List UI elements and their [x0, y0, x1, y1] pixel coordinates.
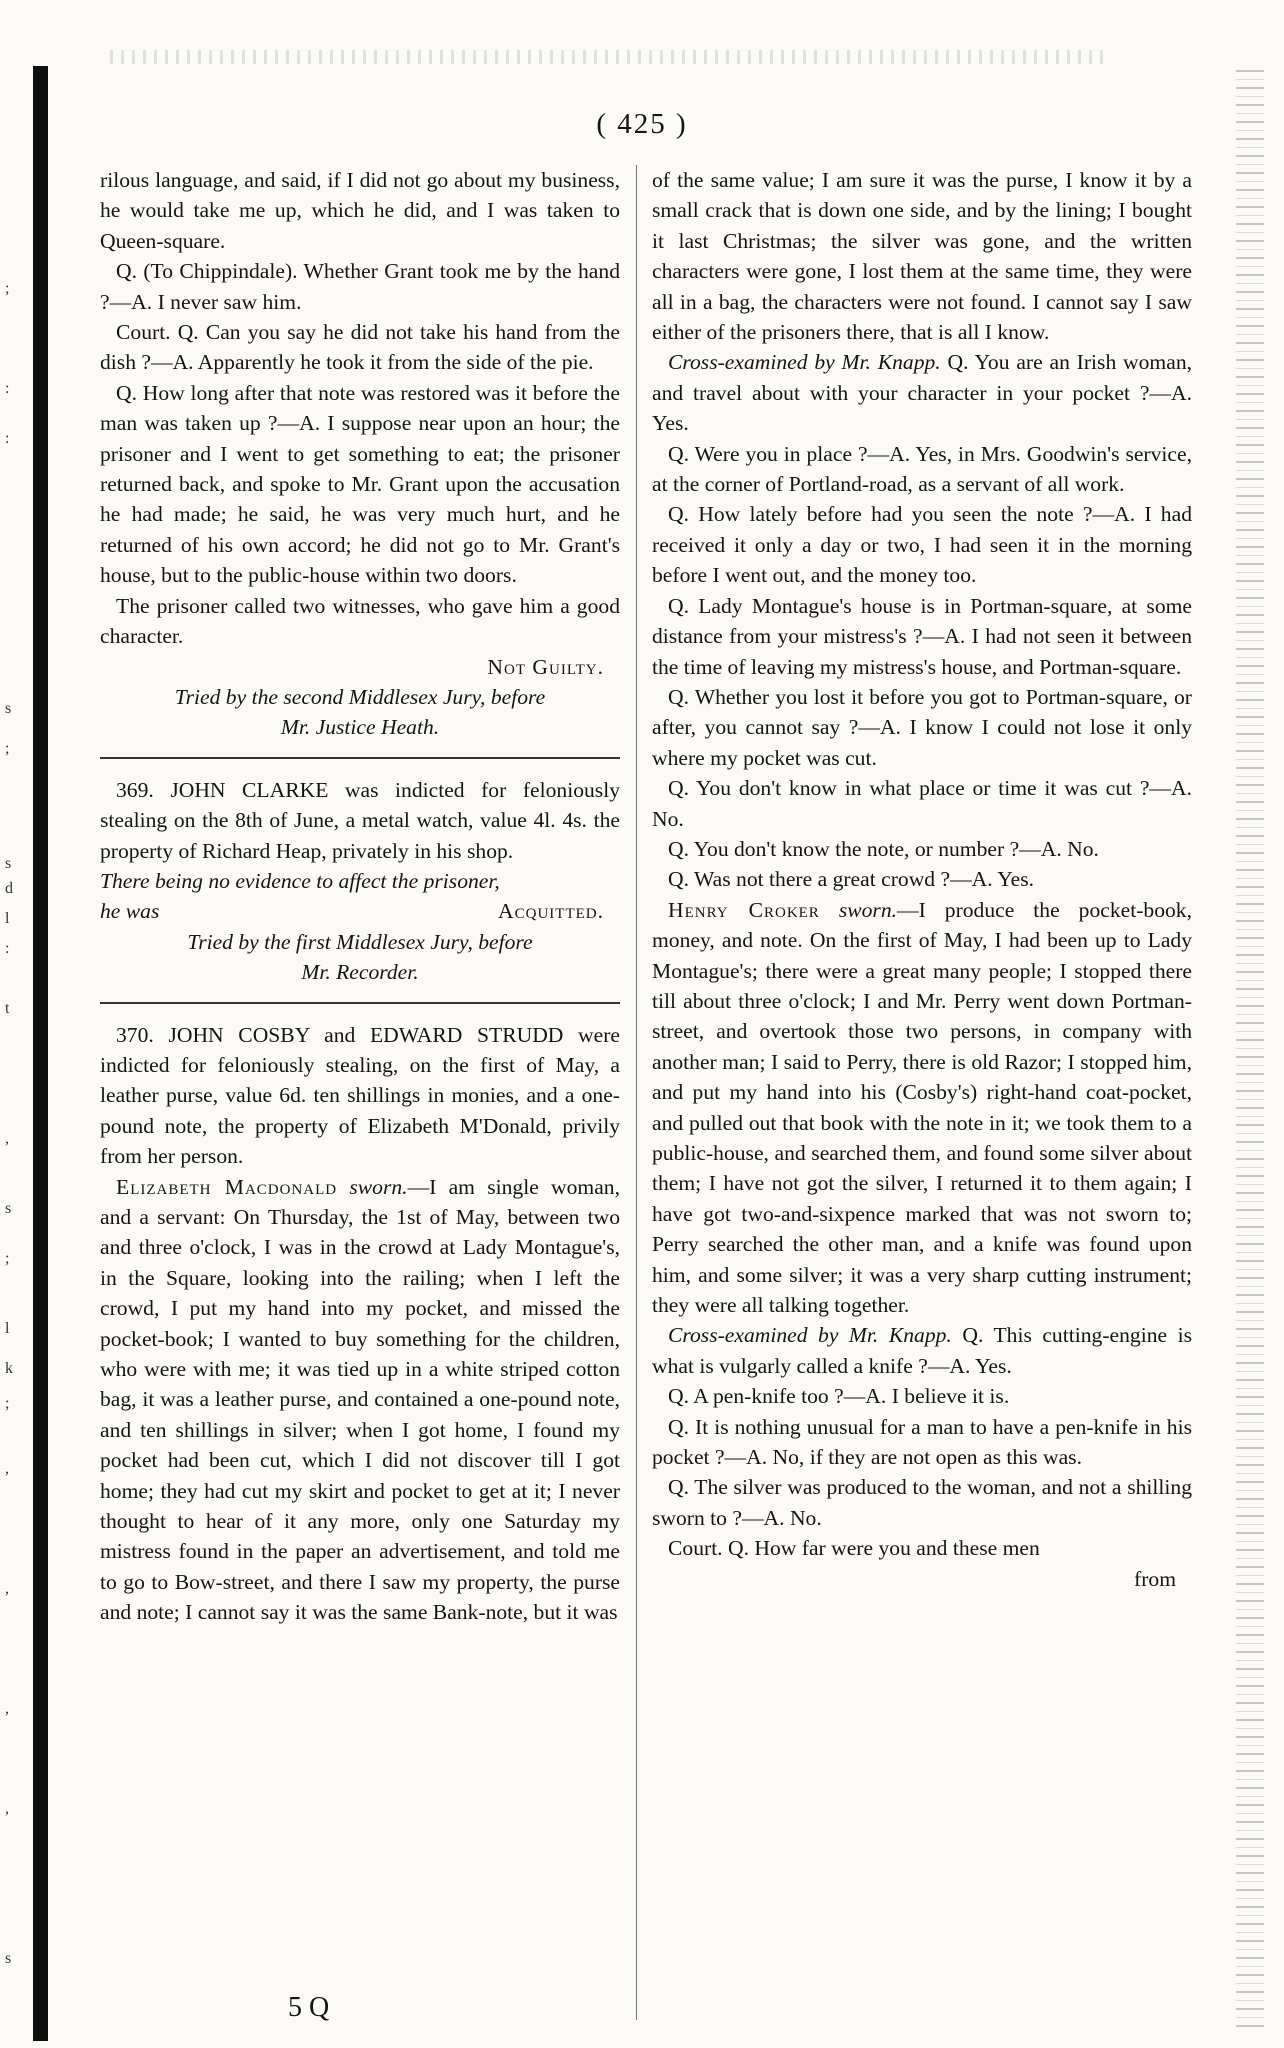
- case-370-heading: 370. JOHN COSBY and EDWARD STRUDD were indicted for feloniously stealing, on the first of May, a leather purse, value 6d. ten shillings in monies, and a one-pound note, the property of Elizabeth M'Donald, privily from her person.: [100, 1022, 620, 1169]
- margin-mark: l: [5, 1320, 10, 1337]
- left-margin-marks: [0, 0, 22, 2048]
- paragraph: Q. How long after that note was restored was it before the man was taken up ?—A. I suppose near upon an hour; the prisoner and I went to get something to eat; the prisoner returned back, and spoke to Mr. Grant upon the accusation he had made; he said, he was very much hurt, and he returned of his own accord; he did not go to Mr. Grant's house, but to the public-house within two doors.: [100, 380, 620, 588]
- margin-mark: :: [5, 380, 10, 397]
- left-column: [100, 165, 620, 1628]
- paragraph: The prisoner called two witnesses, who gave him a good character.: [100, 593, 620, 649]
- margin-mark: d: [5, 880, 13, 897]
- catchword-right: from: [1134, 1566, 1176, 1591]
- jury-judge: Mr. Justice Heath.: [280, 715, 440, 740]
- paragraph: Q. Whether you lost it before you got to Portman-square, or after, you cannot say ?—A. I know I could not lose it only where my pocket was cut.: [652, 684, 1192, 770]
- page-edge-shadow: [33, 66, 48, 2041]
- cross-exam-text: Q. You are an Irish woman, and travel about with your character in your pocket ?—A. Yes.: [652, 350, 1193, 436]
- paragraph: Q. (To Chippindale). Whether Grant took me by the hand ?—A. I never saw him.: [100, 259, 620, 314]
- margin-mark: ,: [5, 1580, 9, 1597]
- jury-judge: Mr. Recorder.: [301, 960, 419, 985]
- right-column: [652, 165, 1192, 1594]
- paragraph: Court. Q. Can you say he did not take his hand from the dish ?—A. Apparently he took it from the side of the pie.: [100, 320, 620, 375]
- witness-name: Elizabeth Macdonald: [116, 1174, 338, 1199]
- paragraph: Q. Were you in place ?—A. Yes, in Mrs. Goodwin's service, at the corner of Portland-road, as a servant of all work.: [652, 441, 1192, 497]
- paragraph: Q. The silver was produced to the woman, and not a shilling sworn to ?—A. No.: [652, 1475, 1192, 1530]
- case-369-heading: 369. JOHN CLARKE was indicted for feloniously stealing on the 8th of June, a metal watch, value 4l. 4s. the property of Richard Heap, privately in his shop.: [100, 777, 620, 863]
- margin-mark: ,: [5, 1800, 9, 1817]
- margin-mark: t: [5, 1000, 10, 1017]
- margin-mark: ;: [5, 740, 10, 757]
- paragraph: Q. It is nothing unusual for a man to have a pen-knife in his pocket ?—A. No, if they are not open as this was.: [652, 1414, 1192, 1470]
- scan-noise-top: [110, 50, 1110, 64]
- cross-exam-label: Cross-examined by Mr. Knapp.: [668, 350, 941, 375]
- margin-mark: s: [5, 1950, 12, 1967]
- margin-mark: s: [5, 1200, 12, 1217]
- column-divider: [636, 165, 637, 2020]
- paragraph: Q. Lady Montague's house is in Portman-square, at some distance from your mistress's ?—A. I had not seen it between the time of leaving my mistress's house, and Portman-square.: [652, 593, 1192, 679]
- jury-note: Tried by the second Middlesex Jury, before: [174, 684, 546, 709]
- jury-note: Tried by the first Middlesex Jury, before: [187, 929, 533, 954]
- margin-mark: s: [5, 700, 12, 717]
- testimony-text: —I produce the pocket-book, money, and note. On the first of May, I had been up to Lady Montague's; there were a great many people; I stopped there till about three o'clock; I and Mr. Perry went down Portman-street, and overtook those two persons, in company with another man; I said to Perry, there is old Razor; I stopped him, and put my hand into his (Cosby's) right-hand coat-pocket, and pulled out that book with the note in it; we took them to a public-house, and searched them, and found some silver about them; I have not got the silver, I returned it to them again; I have got two-and-sixpence marked that was not sworn to; Perry searched the other man, and a knife was found upon him, and some silver; it was a very sharp cutting instrument; they were all talking together.: [652, 897, 1192, 1318]
- margin-mark: :: [5, 940, 10, 957]
- section-rule: [100, 1002, 620, 1004]
- cross-examination: [652, 1320, 1192, 1381]
- paragraph: Q. You don't know the note, or number ?—A. No.: [668, 836, 1099, 861]
- margin-mark: :: [5, 430, 10, 447]
- signature-mark: 5 Q: [288, 1992, 330, 2023]
- verdict: Acquitted.: [498, 899, 604, 924]
- margin-mark: ,: [5, 1460, 9, 1477]
- margin-mark: ;: [5, 280, 10, 297]
- witness-name: Henry Croker: [668, 897, 820, 922]
- evidence-note-tail: he was: [100, 899, 160, 924]
- paragraph: rilous language, and said, if I did not go about my business, he would take me up, which he did, and I was taken to Queen-square.: [100, 168, 620, 253]
- scan-noise-right: [1236, 70, 1264, 2030]
- paragraph: of the same value; I am sure it was the purse, I know it by a small crack that is down one side, and by the lining; I bought it last Christmas; the silver was gone, and the written characters were gone, I lost them at the same time, they were all in a bag, the characters were not found. I cannot say I saw either of the prisoners there, that is all I know.: [652, 168, 1192, 345]
- paragraph: Q. Was not there a great crowd ?—A. Yes.: [668, 867, 1035, 892]
- margin-mark: l: [5, 910, 10, 927]
- page-number: ( 425 ): [596, 108, 688, 140]
- cross-exam-label: Cross-examined by Mr. Knapp.: [668, 1323, 952, 1348]
- testimony-text: —I am single woman, and a servant: On Thursday, the 1st of May, between two and three o'clock, I was in the crowd at Lady Montague's, in the Square, looking into the railing; when I left the crowd, I put my hand into my pocket, and missed the pocket-book; I wanted to buy something for the children, who were with me; it was tied up in a white striped cotton bag, it was a leather purse, and contained a one-pound note, and ten shillings in silver; when I got home, I found my pocket had been cut, which I did not discover till I got home; they had cut my skirt and pocket to get at it; I never thought to hear of it any more, only one Saturday my mistress found in the paper an advertisement, and told me to go to Bow-street, and there I saw my property, the purse and note; I cannot say it was the same Bank-note, but it was: [100, 1174, 620, 1625]
- witness-testimony: [652, 895, 1192, 1321]
- paragraph: Court. Q. How far were you and these men: [668, 1536, 1040, 1561]
- paragraph: Q. You don't know in what place or time it was cut ?—A. No.: [652, 776, 1192, 831]
- margin-mark: s: [5, 855, 12, 872]
- margin-mark: ,: [5, 1700, 9, 1717]
- evidence-note: There being no evidence to affect the prisoner,: [100, 868, 500, 893]
- margin-mark: ,: [5, 1130, 9, 1147]
- paragraph: Q. A pen-knife too ?—A. I believe it is.: [668, 1384, 1010, 1409]
- sworn-label: sworn.: [838, 897, 898, 922]
- paragraph: Q. How lately before had you seen the note ?—A. I had received it only a day or two, I had seen it in the morning before I went out, and the money too.: [652, 502, 1192, 588]
- witness-testimony: [100, 1172, 620, 1628]
- verdict: Not Guilty.: [487, 654, 604, 679]
- cross-examination: [652, 347, 1192, 438]
- margin-mark: ;: [5, 1395, 10, 1412]
- section-rule: [100, 757, 620, 759]
- verdict-line: [100, 896, 620, 926]
- cross-exam-text: Q. This cutting-engine is what is vulgarly called a knife ?—A. Yes.: [652, 1323, 1192, 1378]
- margin-mark: k: [5, 1360, 13, 1377]
- sworn-label: sworn.: [349, 1174, 408, 1199]
- margin-mark: ;: [5, 1250, 10, 1267]
